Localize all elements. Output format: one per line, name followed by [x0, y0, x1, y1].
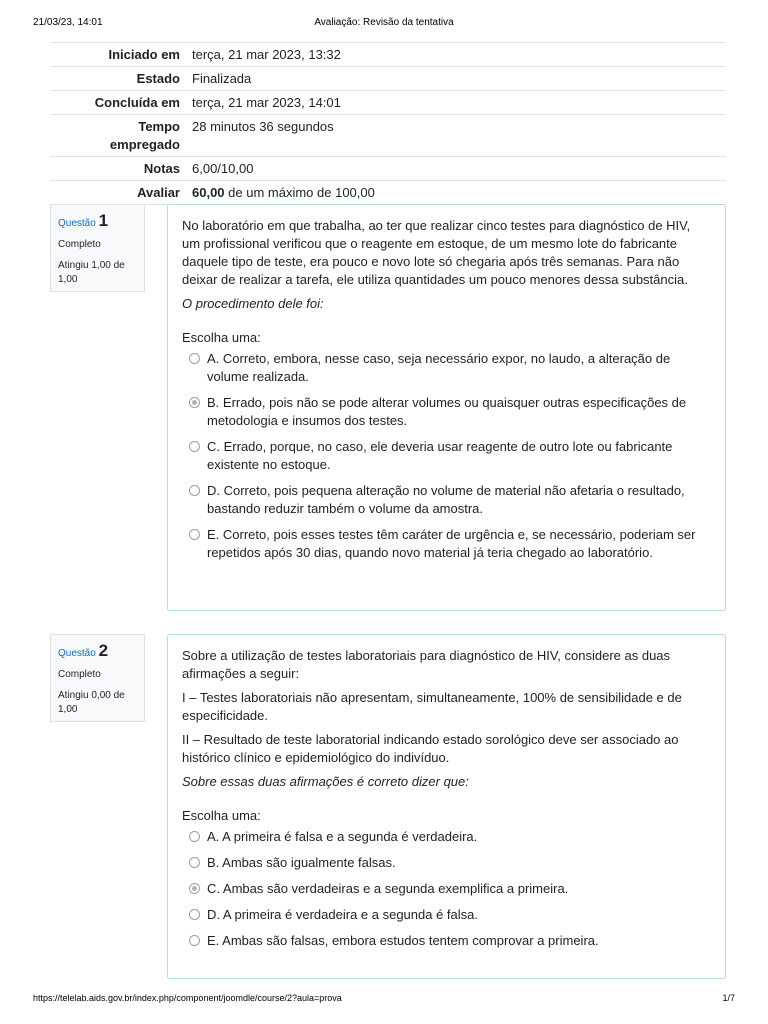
answer-text: A. A primeira é falsa e a segunda é verdadeira.	[207, 829, 478, 844]
answer-text: B. Errado, pois não se pode alterar volumes ou quaisquer outras especificações de metodologia e insumos dos testes.	[207, 395, 687, 428]
answer-text: E. Ambas são falsas, embora estudos tentem comprovar a primeira.	[207, 933, 599, 948]
question-grade: Atingiu 1,00 de 1,00	[58, 260, 125, 285]
answer-text: D. A primeira é verdadeira e a segunda é falsa.	[207, 907, 478, 922]
summary-row	[50, 67, 726, 91]
question-number-value: 2	[98, 641, 109, 660]
choose-one-prompt: Escolha uma:	[182, 330, 261, 345]
radio-button-selected[interactable]	[189, 397, 200, 408]
print-header	[0, 0, 768, 40]
answer-text: D. Correto, pois pequena alteração no volume de material não afetaria o resultado, bastando reduzir também o volume da amostra.	[207, 483, 685, 516]
page-counter: 1/7	[722, 993, 735, 1003]
question-state: Completo	[58, 669, 101, 680]
question-subprompt: Sobre essas duas afirmações é correto dizer que:	[182, 774, 469, 789]
summary-label: Notas	[50, 157, 186, 181]
summary-row	[50, 181, 726, 205]
answer-option[interactable]	[182, 880, 711, 898]
answer-option[interactable]	[182, 482, 711, 518]
summary-label-text: Tempo empregado	[109, 119, 180, 152]
answer-option[interactable]	[182, 394, 711, 430]
question-statement-2: II – Resultado de teste laboratorial indicando estado sorológico deve ser associado ao histórico clínico e epidemiológico do indivíduo.	[182, 732, 679, 765]
summary-value: terça, 21 mar 2023, 13:32	[186, 43, 726, 67]
question-2-info	[50, 634, 145, 722]
question-subprompt: O procedimento dele foi:	[182, 296, 324, 311]
answer-option[interactable]	[182, 526, 711, 562]
summary-row	[50, 157, 726, 181]
attempt-summary-table	[50, 42, 726, 205]
answer-text: E. Correto, pois esses testes têm caráter de urgência e, se necessário, poderiam ser repetidos após 30 dias, quando novo material já teria chegado ao laboratório.	[207, 527, 696, 560]
question-2-content	[167, 634, 726, 979]
question-number	[58, 641, 144, 661]
summary-label: Avaliar	[50, 181, 186, 205]
answer-text: C. Errado, porque, no caso, ele deveria usar reagente de outro lote ou fabricante existente no estoque.	[207, 439, 673, 472]
answer-option[interactable]	[182, 438, 711, 474]
grade-value: 60,00	[192, 185, 225, 200]
summary-value: Finalizada	[186, 67, 726, 91]
radio-button[interactable]	[189, 441, 200, 452]
radio-button[interactable]	[189, 909, 200, 920]
summary-label: Estado	[50, 67, 186, 91]
summary-value	[186, 181, 726, 205]
print-footer	[0, 993, 768, 1009]
page-url: https://telelab.aids.gov.br/index.php/component/joomdle/course/2?aula=prova	[33, 993, 342, 1003]
radio-button[interactable]	[189, 935, 200, 946]
print-page-title: Avaliação: Revisão da tentativa	[314, 17, 454, 28]
question-1-info	[50, 204, 145, 292]
question-grade: Atingiu 0,00 de 1,00	[58, 690, 125, 715]
answer-text: A. Correto, embora, nesse caso, seja necessário expor, no laudo, a alteração de volume realizada.	[207, 351, 671, 384]
summary-row	[50, 91, 726, 115]
summary-value: 6,00/10,00	[186, 157, 726, 181]
question-label: Questão	[58, 218, 96, 229]
answer-option[interactable]	[182, 350, 711, 386]
summary-label	[50, 115, 186, 157]
summary-row	[50, 43, 726, 67]
question-state: Completo	[58, 239, 101, 250]
summary-row	[50, 115, 726, 157]
summary-value: terça, 21 mar 2023, 14:01	[186, 91, 726, 115]
summary-label: Iniciado em	[50, 43, 186, 67]
question-text: No laboratório em que trabalha, ao ter que realizar cinco testes para diagnóstico de HIV, um profissional verificou que o reagente em estoque, de um mesmo lote do fabricante daquele tipo de teste, era pouco e novo lote só chegaria após três semanas. Para não deixar de realizar a tarefa, ele utiliza quantidades um pouco menores dessa substância.	[182, 218, 691, 287]
print-date: 21/03/23, 14:01	[33, 17, 103, 28]
answer-option[interactable]	[182, 906, 711, 924]
radio-button[interactable]	[189, 831, 200, 842]
summary-value: 28 minutos 36 segundos	[186, 115, 726, 157]
radio-button[interactable]	[189, 353, 200, 364]
question-number-value: 1	[98, 211, 109, 230]
answer-text: C. Ambas são verdadeiras e a segunda exemplifica a primeira.	[207, 881, 569, 896]
radio-button-selected[interactable]	[189, 883, 200, 894]
summary-label: Concluída em	[50, 91, 186, 115]
choose-one-prompt: Escolha uma:	[182, 808, 261, 823]
question-text: Sobre a utilização de testes laboratoriais para diagnóstico de HIV, considere as duas afirmações a seguir:	[182, 648, 671, 681]
question-statement-1: I – Testes laboratoriais não apresentam, simultaneamente, 100% de sensibilidade e de especificidade.	[182, 690, 682, 723]
answer-option[interactable]	[182, 854, 711, 872]
radio-button[interactable]	[189, 857, 200, 868]
answer-text: B. Ambas são igualmente falsas.	[207, 855, 396, 870]
answer-option[interactable]	[182, 932, 711, 950]
question-number	[58, 211, 144, 231]
answer-option[interactable]	[182, 828, 711, 846]
question-1-content	[167, 204, 726, 611]
question-label: Questão	[58, 648, 96, 659]
radio-button[interactable]	[189, 529, 200, 540]
grade-max: de um máximo de 100,00	[224, 185, 375, 200]
radio-button[interactable]	[189, 485, 200, 496]
